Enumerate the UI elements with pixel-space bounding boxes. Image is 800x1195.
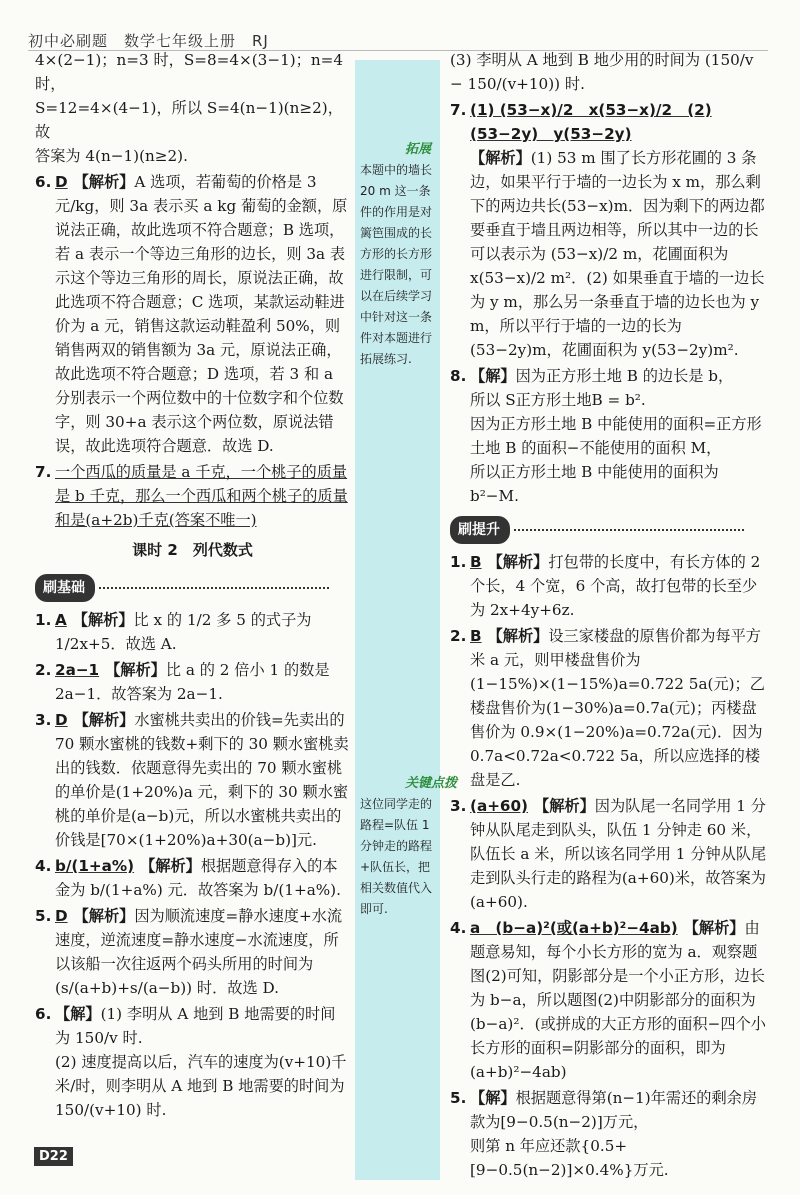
analysis-tag: 【解析】 — [534, 797, 595, 815]
lesson-title: 课时 2 列代数式 — [132, 541, 253, 559]
answer-text: 一个西瓜的质量是 a 千克，一个桃子的质量是 b 千克，那么一个西瓜和两个桃子的质量和是(a+2b)千克(答案不唯一) — [55, 463, 348, 529]
side-note-extension: 本题中的墙长 20 m 这一条件的作用是对篱笆围成的长方形的长方形进行限制，可以在后续学习中针对这一条件对本题进行拓展练习. — [360, 163, 433, 366]
continued-line-2: S=12=4×(4−1)，所以 S=4(n−1)(n≥2)，故 — [35, 99, 343, 141]
analysis-text: 设三家楼盘的原售价都为每平方米 a 元，则甲楼盘售价为(1−15%)×(1−15%)a=0.722 5a(元)；乙楼盘售价为(1−30%)a=0.7a(元)；丙楼盘售价为 0.9×(1−20%)a=0.72a(元)．因为 0.7a<0.72a<0.722 5a，所以应选择的楼盘是乙. — [470, 627, 765, 789]
solution-line-1: 根据题意得第(n−1)年需还的剩余房款为[9−0.5(n−2)]万元， — [470, 1089, 758, 1131]
continued-line-1: 4×(2−1)；n=3 时，S=8=4×(3−1)；n=4 时， — [35, 51, 344, 93]
question-number: 5. — [450, 1089, 467, 1107]
section-badge-basic: 刷基础 — [35, 574, 95, 602]
basic-q4 — [35, 854, 350, 902]
analysis-text: 比 x 的 1/2 多 5 的式子为 1/2x+5．故选 A. — [55, 611, 312, 653]
advanced-q4 — [450, 916, 768, 1084]
badge-dotted-rule — [99, 587, 329, 589]
solution-line-1: 因为正方形土地 B 的边长是 b， — [515, 367, 734, 385]
analysis-tag: 【解析】 — [683, 919, 745, 937]
question-number: 4. — [450, 919, 467, 937]
analysis-tag: 【解析】 — [73, 173, 135, 191]
advanced-q2 — [450, 624, 768, 792]
question-number: 8. — [450, 367, 467, 385]
analysis-text: 因为顺流速度=静水速度+水流速度，逆流速度=静水速度−水流速度，所以该船一次往返两个码头所用的时间为 (s/(a+b)+s/(a−b)) 时．故选 D. — [55, 907, 343, 997]
basic-q2 — [35, 658, 350, 706]
question-number: 3. — [35, 711, 52, 729]
solution-line-3: 因为正方形土地 B 中能使用的面积=正方形土地 B 的面积−不能使用的面积 M， — [470, 415, 762, 457]
side-heading-extension: 拓展 — [405, 142, 432, 157]
side-note-keypoint: 这位同学走的路程=队伍 1 分钟走的路程+队伍长，把相关数值代入即可. — [360, 797, 433, 916]
question-8 — [450, 364, 768, 508]
analysis-text: 比 a 的 2 倍小 1 的数是 2a−1．故答案为 2a−1. — [55, 661, 330, 703]
question-number: 7. — [450, 101, 467, 119]
solution-tag: 【解】 — [470, 367, 516, 385]
answer: 2a−1 — [55, 661, 100, 679]
q6-part-3: (3) 李明从 A 地到 B 地少用的时间为 (150/v − 150/(v+10)) 时. — [450, 51, 754, 93]
analysis-tag: 【解析】 — [487, 627, 549, 645]
solution-line-2: 所以 S正方形土地B = b². — [470, 391, 646, 409]
advanced-q5 — [450, 1086, 768, 1182]
analysis-tag: 【解析】 — [470, 149, 531, 167]
answer: (a+60) — [470, 797, 528, 815]
answer: B — [470, 553, 482, 571]
answer: A — [55, 611, 67, 629]
advanced-q3 — [450, 794, 768, 914]
left-column — [35, 48, 350, 1122]
answer: D — [55, 173, 68, 191]
page-number: D22 — [34, 1147, 73, 1166]
solution-part-1: (1) 李明从 A 地到 B 地需要的时间为 150/v 时. — [55, 1005, 336, 1047]
analysis-text: 打包带的长度中，有长方体的 2 个长，4 个宽，6 个高，故打包带的长至少为 2x+4y+6z. — [470, 553, 761, 619]
running-header: 初中必刷题 数学七年级上册 RJ — [28, 32, 269, 50]
question-number: 2. — [450, 627, 467, 645]
analysis-tag: 【解析】 — [73, 711, 135, 729]
basic-q3 — [35, 708, 350, 852]
question-7-right — [450, 98, 768, 362]
question-6 — [35, 170, 350, 458]
analysis-text: 水蜜桃共卖出的价钱=先卖出的 70 颗水蜜桃的钱数+剩下的 30 颗水蜜桃卖出的钱数．依题意得先卖出的 70 颗水蜜桃的单价是(1+20%)a 元，剩下的 30 颗水蜜桃的单价是(a−b)元，所以水蜜桃共卖出的价钱是[70×(1+20%)a+30(a−b)]元. — [55, 711, 349, 849]
badge-dotted-rule — [514, 529, 744, 531]
question-7 — [35, 460, 350, 532]
analysis-tag: 【解析】 — [105, 661, 166, 679]
analysis-tag: 【解析】 — [140, 857, 201, 875]
answer: D — [55, 907, 68, 925]
answer: (1) (53−x)/2 x(53−x)/2 (2)(53−2y) y(53−2y) — [470, 101, 712, 143]
solution-tag: 【解】 — [55, 1005, 101, 1023]
question-number: 2. — [35, 661, 52, 679]
answer: D — [55, 711, 68, 729]
continued-line-3: 答案为 4(n−1)(n≥2). — [35, 147, 188, 165]
question-number: 3. — [450, 797, 467, 815]
analysis-tag: 【解析】 — [487, 553, 549, 571]
question-number: 6. — [35, 1005, 52, 1023]
analysis-tag: 【解析】 — [72, 611, 134, 629]
solution-part-2: (2) 速度提高以后，汽车的速度为(v+10)千米/时，则李明从 A 地到 B 地需要的时间为 150/(v+10) 时. — [55, 1053, 347, 1119]
question-number: 5. — [35, 907, 52, 925]
question-number: 4. — [35, 857, 52, 875]
side-heading-keypoint: 关键点拨 — [405, 776, 458, 791]
analysis-text: 根据题意得存入的本金为 b/(1+a%) 元．故答案为 b/(1+a%). — [55, 857, 341, 899]
advanced-q1 — [450, 550, 768, 622]
solution-line-4: 所以正方形土地 B 中能使用的面积为 b²−M. — [470, 463, 719, 505]
question-number: 7. — [35, 463, 52, 481]
answer: b/(1+a%) — [55, 857, 135, 875]
question-number: 1. — [35, 611, 52, 629]
analysis-text: (1) 53 m 围了长方形花圃的 3 条边，如果平行于墙的一边长为 x m，那么剩下的两边共长(53−x)m．因为剩下的两边都要垂直于墙且两边相等，所以其中一边的长可以表示为 (53−x)/2 m，花圃面积为 x(53−x)/2 m²．(2) 如果垂直于墙的一边长为 y m，那么另一条垂直于墙的边长也为 y m，所以平行于墙的一边的长为(53−2y)m，花圃面积为 y(53−2y)m². — [470, 149, 765, 359]
basic-q1 — [35, 608, 350, 656]
basic-q6 — [35, 1002, 350, 1122]
answer: B — [470, 627, 482, 645]
solution-tag: 【解】 — [470, 1089, 516, 1107]
question-number: 1. — [450, 553, 467, 571]
analysis-text: 由题意易知，每个小长方形的宽为 a．观察题图(2)可知，阴影部分是一个小正方形，边长为 b−a，所以题图(2)中阴影部分的面积为(b−a)²．(或拼成的大正方形的面积−四个小长方形的面积=阴影部分的面积，即为(a+b)²−4ab) — [470, 919, 766, 1081]
analysis-tag: 【解析】 — [73, 907, 135, 925]
right-column — [450, 48, 768, 1182]
basic-q5 — [35, 904, 350, 1000]
answer: a (b−a)²(或(a+b)²−4ab) — [470, 919, 678, 937]
solution-line-2: 则第 n 年应还款{0.5+[9−0.5(n−2)]×0.4%}万元. — [470, 1137, 669, 1179]
analysis-text: A 选项，若葡萄的价格是 3 元/kg，则 3a 表示买 a kg 葡萄的金额，原说法正确，故此选项不符合题意；B 选项，若 a 表示一个等边三角形的边长，则 3a 表示这个等边三角形的周长，原说法正确，故此选项不符合题意；C 选项，某款运动鞋进价为 a 元，销售这款运动鞋盈利 50%，则销售两双的销售额为 3a 元，原说法正确，故此选项不符合题意；D 选项，若 3 和 a 分别表示一个两位数中的十位数字和个位数字，则 30+a 表示这个两位数，原说法错误，故此选项符合题意．故选 D. — [55, 173, 348, 455]
analysis-text: 因为队尾一名同学用 1 分钟从队尾走到队头，队伍 1 分钟走 60 米，队伍长 a 米，所以该名同学用 1 分钟从队尾走到队头行走的路程为(a+60)米，故答案为(a+60). — [470, 797, 767, 911]
question-number: 6. — [35, 173, 52, 191]
section-badge-advanced: 刷提升 — [450, 516, 510, 544]
